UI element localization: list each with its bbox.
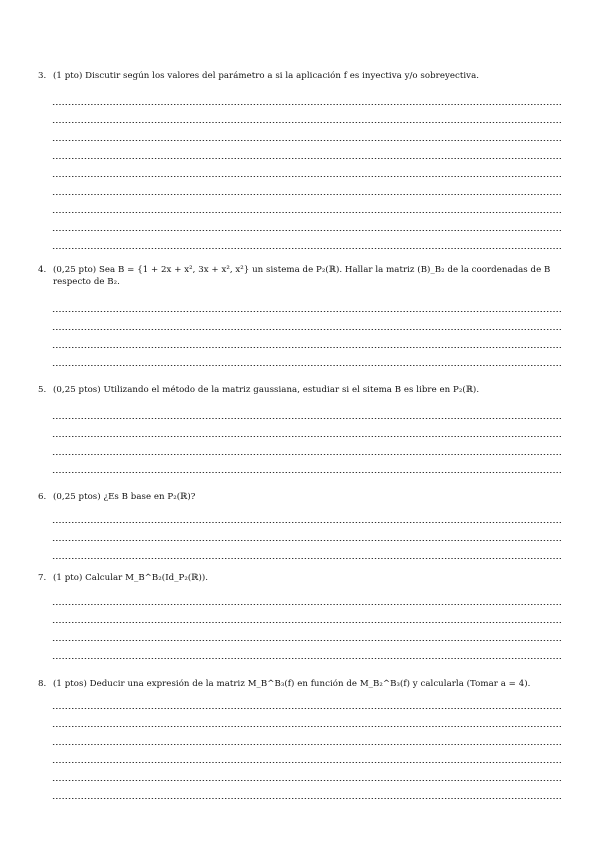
answer-line[interactable] xyxy=(52,454,561,455)
answer-line[interactable] xyxy=(52,640,561,641)
question-number: 4. xyxy=(38,265,47,275)
answer-line[interactable] xyxy=(52,798,561,799)
question-number: 5. xyxy=(38,385,47,395)
question-8 xyxy=(38,678,564,690)
answer-line[interactable] xyxy=(52,176,561,177)
answer-line[interactable] xyxy=(52,472,561,473)
answer-line[interactable] xyxy=(52,248,561,249)
answer-line[interactable] xyxy=(52,329,561,330)
question-number: 7. xyxy=(38,573,47,583)
answer-line[interactable] xyxy=(52,311,561,312)
question-7 xyxy=(38,572,564,584)
answer-line[interactable] xyxy=(52,194,561,195)
question-number: 3. xyxy=(38,71,47,81)
question-text: (1 pto) Calcular M_B^B₂(Id_P₂(ℝ)). xyxy=(53,573,209,583)
question-text: (1 pto) Discutir según los valores del parámetro a si la aplicación f es inyectiva y/o sobreyectiva. xyxy=(53,71,480,81)
answer-line[interactable] xyxy=(52,726,561,727)
answer-line[interactable] xyxy=(52,418,561,419)
answer-line[interactable] xyxy=(52,522,561,523)
question-3 xyxy=(38,70,564,82)
answer-line[interactable] xyxy=(52,122,561,123)
question-text-continuation: respecto de B₂. xyxy=(53,277,120,287)
question-number: 6. xyxy=(38,492,47,502)
answer-line[interactable] xyxy=(52,230,561,231)
answer-line[interactable] xyxy=(52,212,561,213)
answer-line[interactable] xyxy=(52,140,561,141)
question-text: (0,25 ptos) ¿Es B base en P₂(ℝ)? xyxy=(53,492,196,502)
answer-line[interactable] xyxy=(52,104,561,105)
answer-line[interactable] xyxy=(52,347,561,348)
answer-line[interactable] xyxy=(52,436,561,437)
question-text: (1 ptos) Deducir una expresión de la matriz M_B^B₃(f) en función de M_B₂^B₃(f) y calcularla (Tomar a = 4). xyxy=(53,679,531,689)
question-6 xyxy=(38,491,564,503)
answer-line[interactable] xyxy=(52,780,561,781)
question-number: 8. xyxy=(38,679,47,689)
answer-line[interactable] xyxy=(52,158,561,159)
answer-line[interactable] xyxy=(52,708,561,709)
answer-line[interactable] xyxy=(52,762,561,763)
answer-line[interactable] xyxy=(52,744,561,745)
answer-line[interactable] xyxy=(52,604,561,605)
answer-line[interactable] xyxy=(52,622,561,623)
question-text: (0,25 pto) Sea B = {1 + 2x + x², 3x + x², x²} un sistema de P₂(ℝ). Hallar la matriz (B)_B₂ de la coordenadas de B xyxy=(53,265,551,275)
answer-line[interactable] xyxy=(52,558,561,559)
question-5 xyxy=(38,384,564,396)
question-text: (0,25 ptos) Utilizando el método de la matriz gaussiana, estudiar si el sitema B es libre en P₂(ℝ). xyxy=(53,385,480,395)
question-4 xyxy=(38,264,564,288)
answer-line[interactable] xyxy=(52,540,561,541)
answer-line[interactable] xyxy=(52,658,561,659)
answer-line[interactable] xyxy=(52,365,561,366)
